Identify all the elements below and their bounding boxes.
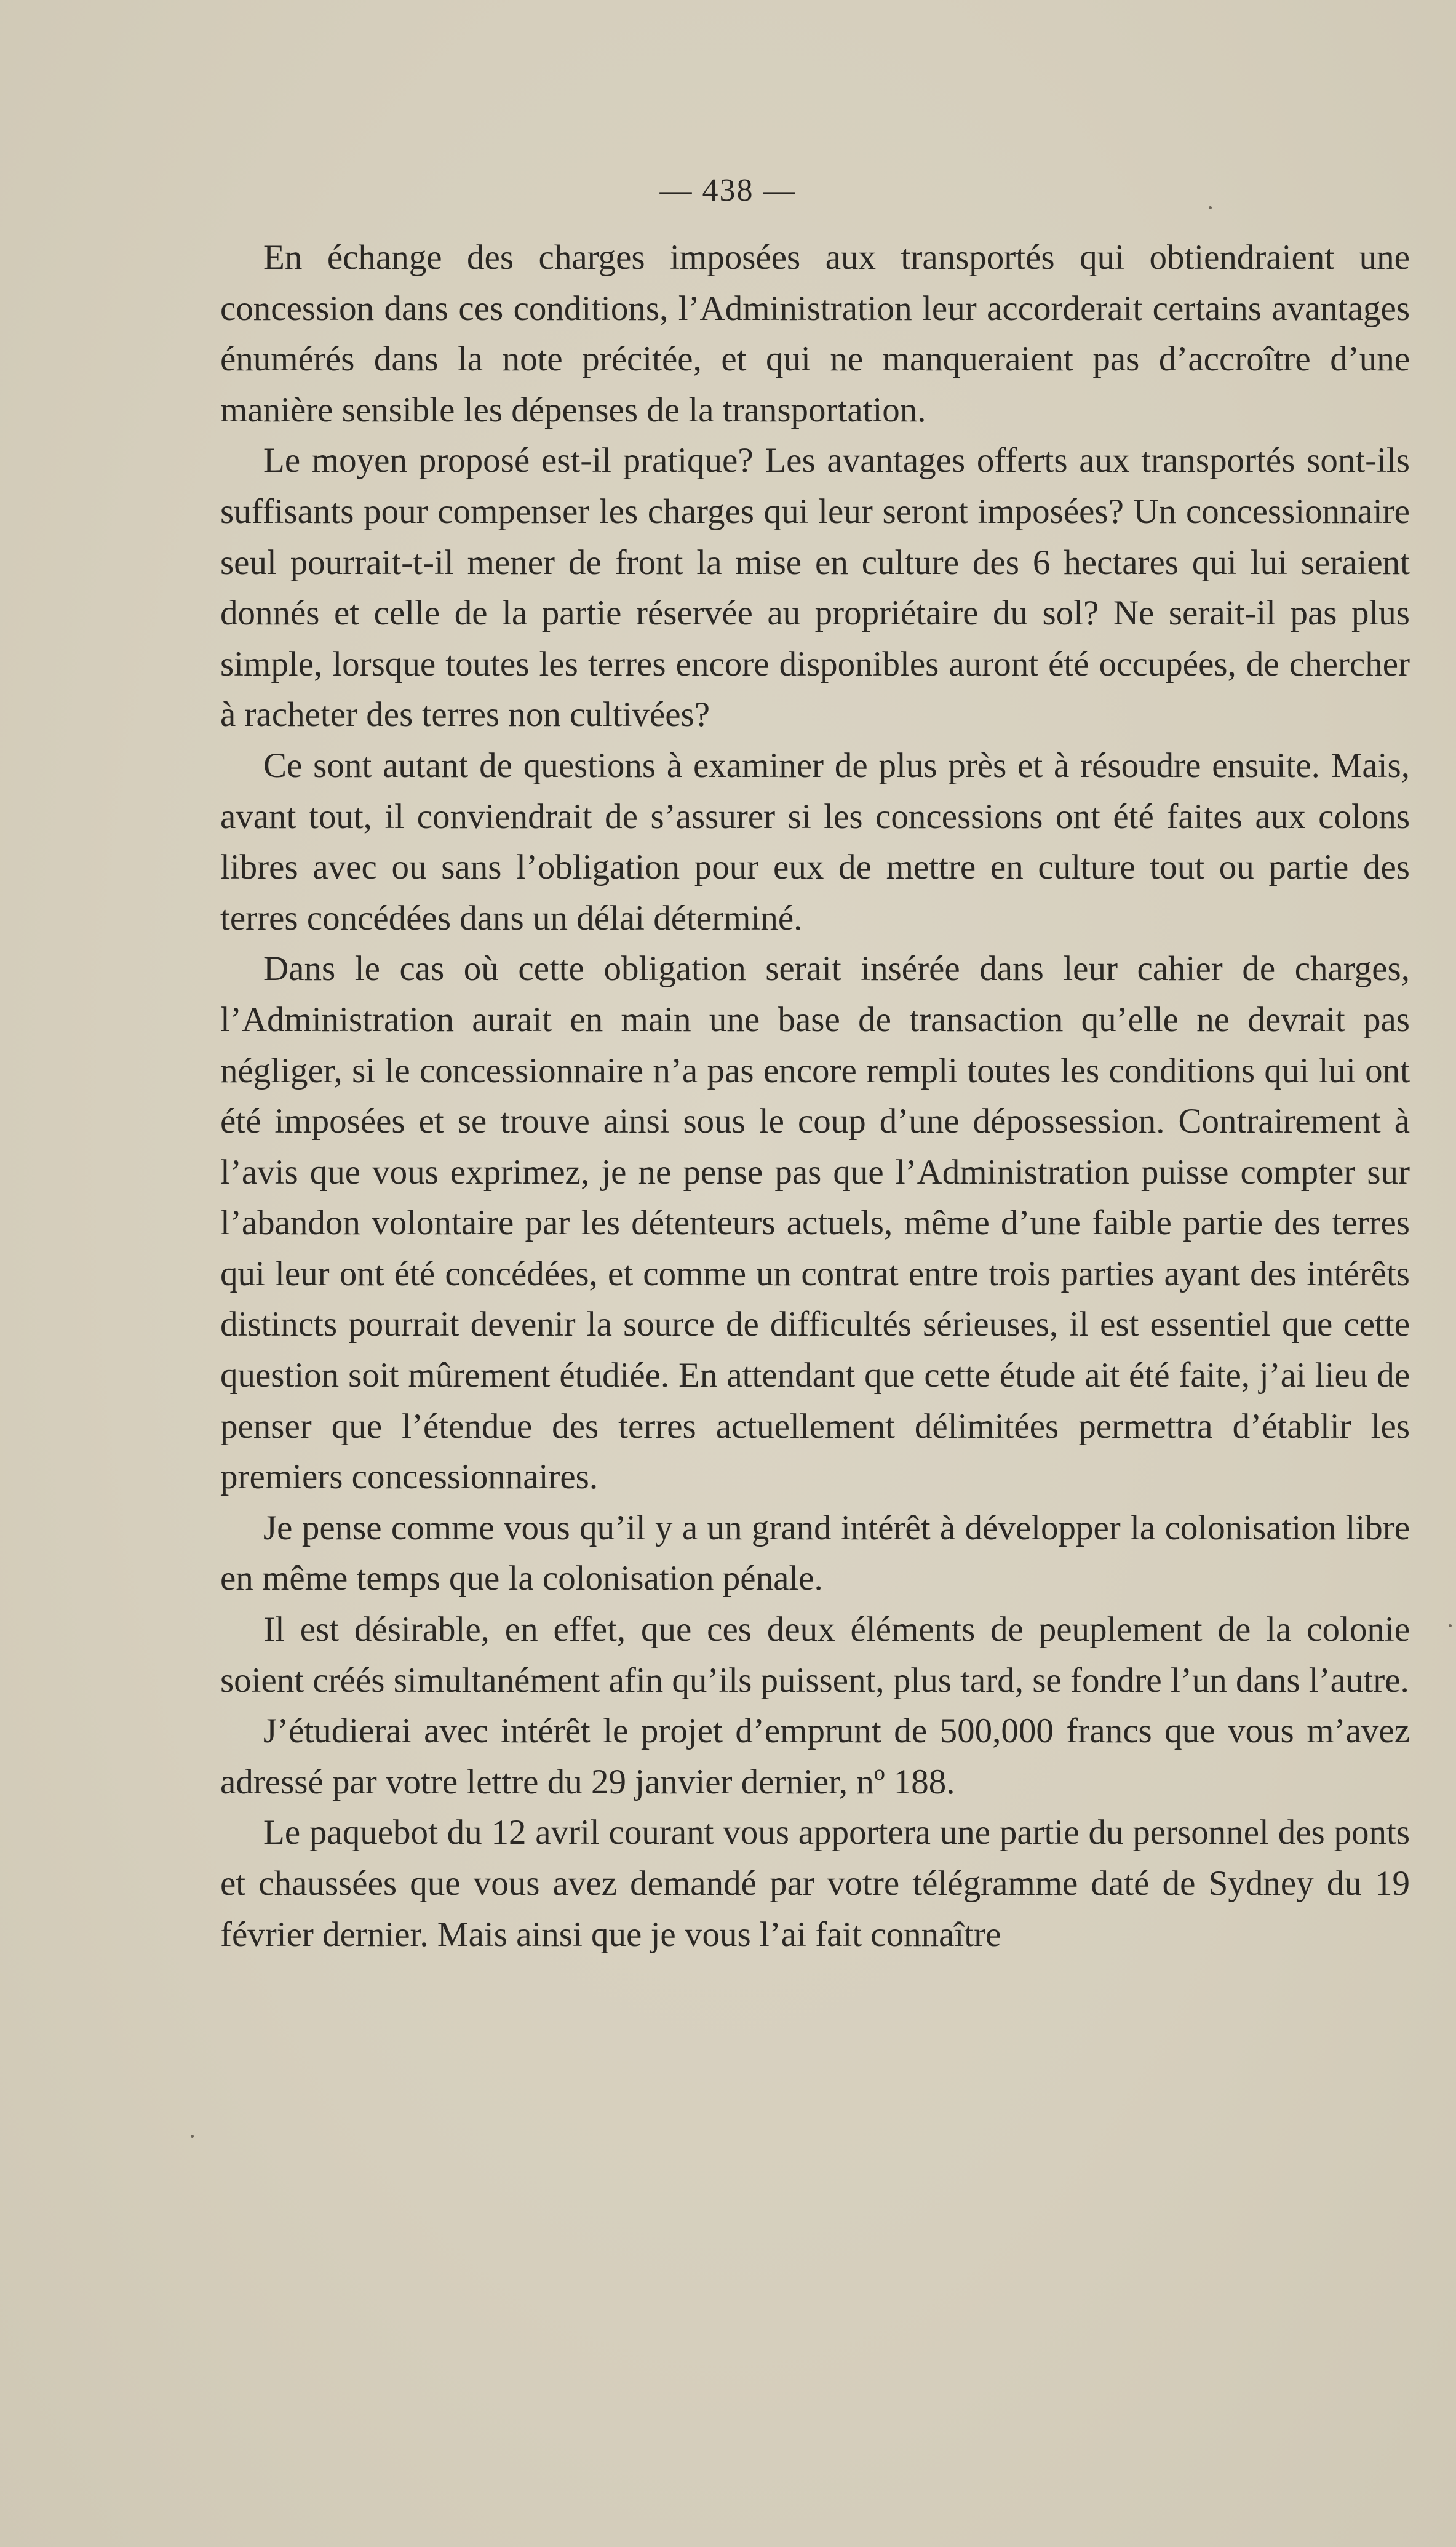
paragraph-4: Dans le cas où cette obligation serait insérée dans leur cahier de charges, l’Administration aurait en main une base de transaction qu’elle ne devrait pas négliger, si le concessionnaire n’a pas encore rempli toutes les conditions qui lui ont été imposées et se trouve ainsi sous le coup d’une dépossession. Contrairement à l’avis que vous exprimez, je ne pense pas que l’Administration puisse compter sur l’abandon volontaire par les détenteurs actuels, même d’une faible partie des terres qui leur ont été concédées, et comme un contrat entre trois parties ayant des intérêts distincts pourrait devenir la source de difficultés sérieuses, il est essentiel que cette question soit mûrement étudiée. En attendant que cette étude ait été faite, j’ai lieu de penser que l’étendue des terres actuellement délimitées permettra d’établir les premiers concessionnaires.	[220, 949, 1410, 1497]
body-text	[220, 233, 1410, 1960]
paper-speck	[1449, 1624, 1452, 1627]
paragraph-5: Je pense comme vous qu’il y a un grand intérêt à développer la colonisation libre en même temps que la colonisation pénale.	[220, 1508, 1410, 1598]
paper-speck	[1209, 206, 1212, 209]
paragraph-6: Il est désirable, en effet, que ces deux éléments de peuplement de la colonie soient créés simultanément afin qu’ils puissent, plus tard, se fondre l’un dans l’autre.	[220, 1610, 1410, 1700]
paragraph-1: En échange des charges imposées aux transportés qui obtiendraient une concession dans ces conditions, l’Administration leur accorderait certains avantages énumérés dans la note précitée, et qui ne manqueraient pas d’accroître d’une manière sensible les dépenses de la transportation.	[220, 238, 1410, 429]
paragraph-3: Ce sont autant de questions à examiner de plus près et à résoudre ensuite. Mais, avant tout, il conviendrait de s’assurer si les concessions ont été faites aux colons libres avec ou sans l’obligation pour eux de mettre en culture tout ou partie des terres concédées dans un délai déterminé.	[220, 746, 1410, 938]
paper-speck	[191, 2135, 194, 2138]
paragraph-7: J’étudierai avec intérêt le projet d’emprunt de 500,000 francs que vous m’avez adressé par votre lettre du 29 janvier dernier, nº 188.	[220, 1712, 1410, 1801]
page-number: — 438 —	[659, 173, 797, 208]
paragraph-8: Le paquebot du 12 avril courant vous apportera une partie du personnel des ponts et chaussées que vous avez demandé par votre télégramme daté de Sydney du 19 février dernier. Mais ainsi que je vous l’ai fait connaître	[220, 1813, 1410, 1954]
paragraph-2: Le moyen proposé est-il pratique? Les avantages offerts aux transportés sont-ils suffisants pour compenser les charges qui leur seront imposées? Un concessionnaire seul pourrait-t-il mener de front la mise en culture des 6 hectares qui lui seraient donnés et celle de la partie réservée au propriétaire du sol? Ne serait-il pas plus simple, lorsque toutes les terres encore disponibles auront été occupées, de chercher à racheter des terres non cultivées?	[220, 441, 1410, 735]
